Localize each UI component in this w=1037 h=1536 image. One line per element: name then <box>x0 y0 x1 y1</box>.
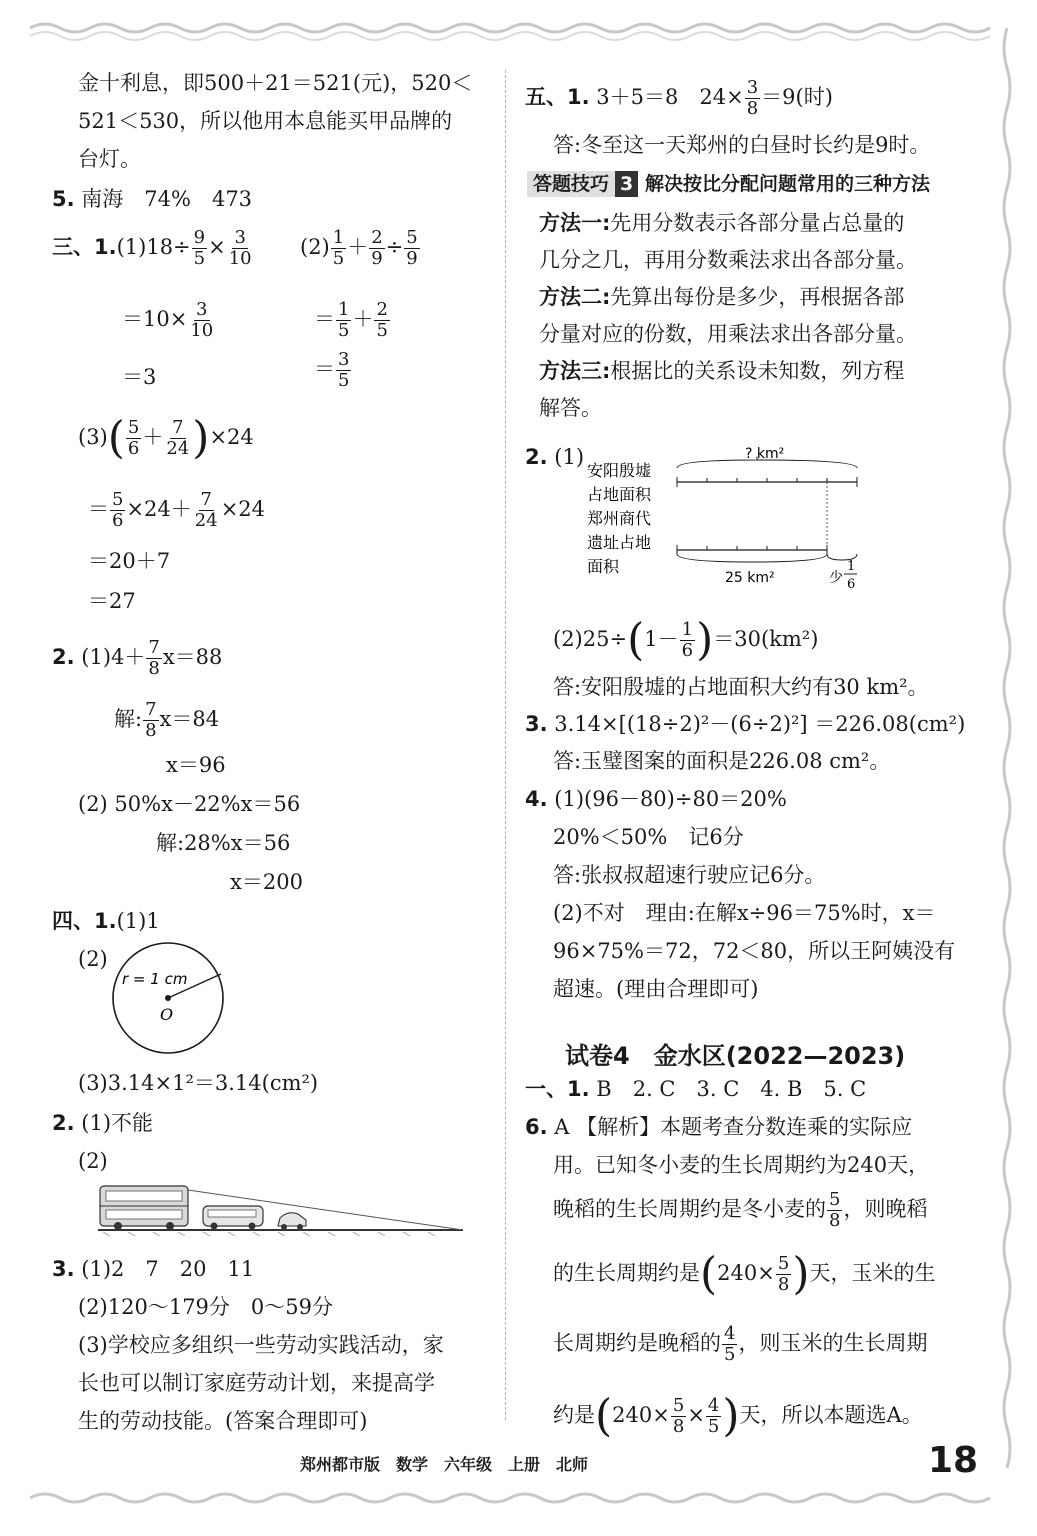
page-number: 18 <box>928 1440 979 1481</box>
diagram-label: 遗址占地 <box>587 533 652 552</box>
fraction: $\frac{9}{5}$ <box>193 227 206 269</box>
question-2: 2. (1)4＋ $\frac{7}{8}$ x＝88 <box>52 637 223 679</box>
right-wave-border <box>1000 28 1014 1498</box>
bottom-wave-border <box>0 1488 1037 1518</box>
tip-header: 答题技巧 3 解决按比分配问题常用的三种方法 <box>527 170 930 197</box>
text-line: 金十利息，即500＋21＝521(元)，520＜ <box>78 71 473 95</box>
step: (2) <box>78 947 108 971</box>
footer-text: 郑州都市版 数学 六年级 上册 北师 <box>300 1455 589 1474</box>
section-3-q2: (2) $\frac{1}{5}$ ＋ $\frac{2}{9}$ ÷ $\frac{5}{9}$ <box>300 227 418 269</box>
method-1: 方法一:先用分数表示各部分量占总量的 <box>539 211 905 235</box>
radius-label: r = 1 cm <box>122 970 188 988</box>
step: 生的劳动技能。(答案合理即可) <box>78 1409 368 1433</box>
step: x＝200 <box>230 870 303 894</box>
step: 解: $\frac{7}{8}$ x＝84 <box>114 699 220 741</box>
diagram-label: 安阳殷墟 <box>587 461 652 480</box>
step: ＝27 <box>88 589 136 613</box>
diagram-label: 面积 <box>587 557 620 576</box>
step: 解:28%x＝56 <box>156 831 291 855</box>
method-2-cont: 分量对应的份数，用乘法求出各部分量。 <box>539 322 917 346</box>
answer: 答:张叔叔超速行驶应记6分。 <box>553 863 826 887</box>
step: ＝3 <box>122 365 157 389</box>
step: ＝ $\frac{5}{6}$ ×24＋ $\frac{7}{24}$ ×24 <box>88 489 266 531</box>
section-3-q1: 三、1.(1)18÷ $\frac{9}{5}$ × $\frac{3}{10}$ <box>52 227 252 269</box>
section-4-q1: 四、1.(1)1 <box>52 909 160 933</box>
step: 长周期约是晚稻的 $\frac{4}{5}$ ，则玉米的生长周期 <box>553 1323 928 1365</box>
answer: 答:安阳殷墟的占地面积大约有30 km²。 <box>553 675 929 699</box>
car <box>278 1213 306 1226</box>
known-label: 25 km² <box>725 570 775 586</box>
method-3-cont: 解答。 <box>539 396 602 420</box>
segment-diagram <box>585 440 885 590</box>
section-5-q1: 五、1. 3＋5＝8 24× $\frac{3}{8}$ ＝9(时) <box>525 77 833 119</box>
step: ＝10× $\frac{3}{10}$ <box>122 299 214 341</box>
step: ＝20＋7 <box>88 549 171 573</box>
step: ＝ $\frac{3}{5}$ <box>314 349 350 391</box>
diagram-label: 占地面积 <box>587 485 652 504</box>
question-4: 4. (1)(96－80)÷80＝20% <box>525 787 787 811</box>
text-line: 521＜530，所以他用本息能买甲品牌的 <box>78 109 453 133</box>
step: 超速。(理由合理即可) <box>553 977 759 1001</box>
tip-badge: 答题技巧 <box>527 171 615 197</box>
tip-number: 3 <box>615 171 638 197</box>
step: x＝96 <box>166 753 226 777</box>
diagram-label: 郑州商代 <box>587 509 652 528</box>
method-2: 方法二:先算出每份是多少，再根据各部 <box>539 285 905 309</box>
step: (2)25÷(1－ $\frac{1}{6}$ )＝30(km²) <box>553 614 819 666</box>
vehicles-illustration <box>98 1180 468 1236</box>
less-label: 少 <box>829 570 843 586</box>
top-wave-border <box>0 18 1037 48</box>
step: ＝ $\frac{1}{5}$ ＋ $\frac{2}{5}$ <box>314 299 388 341</box>
answer: 答:冬至这一天郑州的白昼时长约是9时。 <box>553 133 931 157</box>
question-3: 3. 3.14×[(18÷2)²－(6÷2)²] ＝226.08(cm²) <box>525 712 966 736</box>
step: (3)3.14×1²＝3.14(cm²) <box>78 1071 319 1095</box>
svg-text:1: 1 <box>847 559 856 574</box>
step: (3)( $\frac{5}{6}$ ＋ $\frac{7}{24}$ )×24 <box>78 412 254 464</box>
question-2b: 2. (1)不能 <box>52 1111 154 1135</box>
step: (2) 50%x－22%x＝56 <box>78 792 301 816</box>
center-dot <box>165 995 171 1001</box>
step: 用。已知冬小麦的生长周期约为240天， <box>553 1153 930 1177</box>
step: (3)学校应多组织一些劳动实践活动，家 <box>78 1333 444 1357</box>
exam-section-title: 试卷4 金水区(2022—2023) <box>565 1042 906 1070</box>
section-1: 一、1. B 2. C 3. C 4. B 5. C <box>525 1077 867 1101</box>
column-divider <box>505 70 506 1420</box>
step: 长也可以制订家庭劳动计划，来提高学 <box>78 1371 435 1395</box>
circle-diagram <box>110 940 230 1060</box>
question-2: 2. (1) <box>525 445 585 469</box>
step: 约是(240× $\frac{5}{8}$ × $\frac{4}{5}$ )天，所以本题选A。 <box>553 1390 923 1442</box>
question-5: 5. 南海 74% 473 <box>52 187 253 211</box>
step: 96×75%＝72，72＜80，所以王阿姨没有 <box>553 939 956 963</box>
method-3: 方法三:根据比的关系设未知数，列方程 <box>539 359 905 383</box>
text-line: 台灯。 <box>78 147 141 171</box>
step: 的生长周期约是(240× $\frac{5}{8}$ )天，玉米的生 <box>553 1248 936 1300</box>
step: 晚稻的生长周期约是冬小麦的 $\frac{5}{8}$ ，则晚稻 <box>553 1189 928 1231</box>
answer: 答:玉璧图案的面积是226.08 cm²。 <box>553 749 891 773</box>
step: (2)不对 理由:在解x÷96＝75%时，x＝ <box>553 901 936 925</box>
fraction: $\frac{3}{10}$ <box>228 227 252 269</box>
step: (2) <box>78 1149 108 1173</box>
unknown-label: ? km² <box>745 446 785 462</box>
question-3: 3. (1)2 7 20 11 <box>52 1257 255 1281</box>
method-1-cont: 几分之几，再用分数乘法求出各部分量。 <box>539 248 917 272</box>
step: 20%＜50% 记6分 <box>553 825 744 849</box>
question-6: 6. A 【解析】本题考查分数连乘的实际应 <box>525 1115 913 1139</box>
center-label: O <box>160 1005 174 1024</box>
step: (2)120～179分 0～59分 <box>78 1295 333 1319</box>
svg-text:6: 6 <box>847 577 856 590</box>
